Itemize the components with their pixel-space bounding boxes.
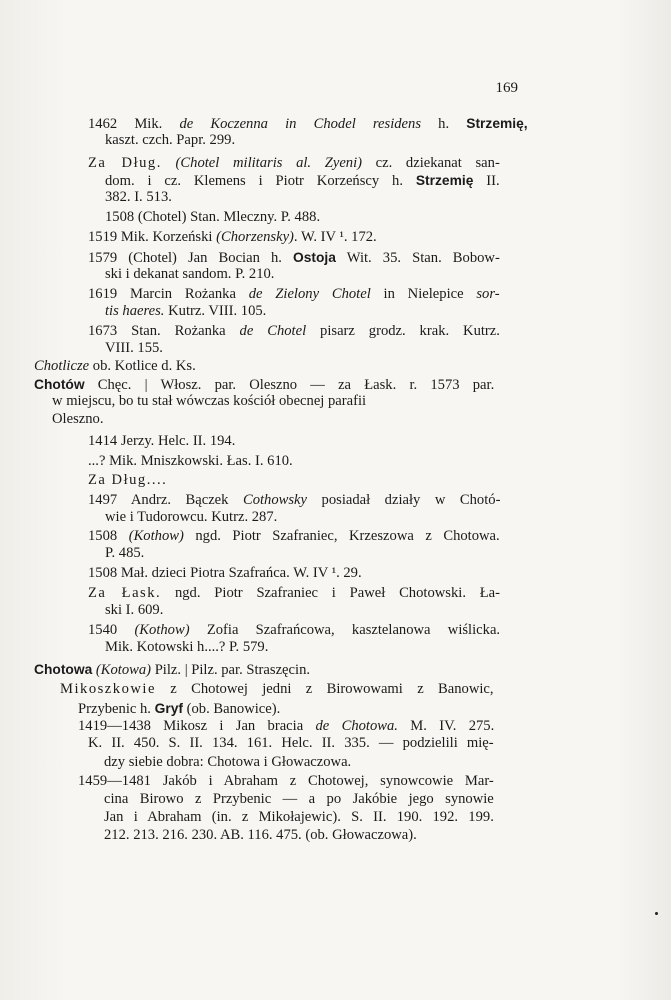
text-run: Chęc. | Włosz. par. Oleszno — za Łask. r. 1573 par.	[84, 377, 495, 393]
text-line	[105, 132, 235, 149]
text-line	[34, 661, 310, 679]
text-run: (ob. Banowice).	[182, 701, 281, 717]
text-run: 1462 Mik.	[88, 116, 180, 132]
text-line	[88, 565, 362, 582]
scan-speck	[655, 912, 658, 915]
text-line	[78, 773, 494, 790]
text-run: Jan i Abraham (in. z Mikołajewic). S. II. 190. 192. 199.	[104, 809, 494, 825]
text-run: . W. IV ¹. 172.	[293, 229, 377, 245]
text-line	[88, 155, 500, 172]
text-line	[105, 209, 320, 226]
text-run: 1497 Andrz. Bączek	[88, 492, 243, 508]
text-run: in Nielepice	[370, 286, 477, 302]
text-run: 1414 Jerzy. Helc. II. 194.	[88, 433, 236, 449]
text-line	[88, 735, 494, 752]
text-run: P. 485.	[105, 545, 145, 561]
text-line	[105, 303, 266, 320]
text-run: ngd. Piotr Szafraniec i Paweł Chotowski. Ła-	[161, 585, 501, 601]
text-run: 212. 213. 216. 230. AB. 116. 475. (ob. Głowaczowa).	[104, 827, 417, 843]
text-line	[105, 266, 274, 283]
text-run: 1508	[88, 528, 129, 544]
text-line	[34, 358, 196, 375]
text-run: Mik. Kotowski h....? P. 579.	[105, 639, 269, 655]
text-run: 1459—1481 Jakób i Abraham z Chotowej, synowcowie Mar-	[78, 773, 494, 789]
text-run: ski I. 609.	[105, 602, 164, 618]
italic-text: (Chorzensky)	[216, 229, 294, 245]
text-run: dom. i cz. Klemens i Piotr Korzeńscy h.	[105, 173, 416, 189]
italic-text: (Kothow)	[134, 622, 190, 638]
text-run	[162, 155, 176, 171]
text-run: 1540	[88, 622, 135, 638]
text-run: VIII. 155.	[105, 340, 163, 356]
text-line	[88, 492, 500, 509]
text-run: Oleszno.	[52, 411, 104, 427]
text-line	[88, 286, 500, 303]
text-run: Pilz. | Pilz. par. Straszęcin.	[151, 662, 311, 678]
italic-text: sor-	[476, 286, 500, 302]
text-line	[52, 411, 103, 428]
text-line	[105, 602, 163, 619]
spaced-text: Za Dług....	[88, 472, 168, 488]
text-line	[88, 115, 528, 133]
spaced-text: Za Łask.	[88, 585, 162, 601]
spaced-text: Mikoszkowie	[60, 681, 156, 697]
text-run: dzy siebie dobra: Chotowa i Głowaczowa.	[104, 754, 352, 770]
text-run: ...? Mik. Mniszkowski. Łas. I. 610.	[88, 453, 293, 469]
text-line	[88, 528, 500, 545]
text-line	[105, 639, 268, 656]
text-line	[88, 433, 235, 450]
text-line	[88, 622, 500, 639]
text-run: Wit. 35. Stan. Bobow-	[335, 250, 500, 266]
text-line	[88, 472, 167, 489]
text-run: ob. Kotlice d. Ks.	[89, 358, 196, 374]
text-run: 1619 Marcin Rożanka	[88, 286, 249, 302]
text-run: Zofia Szafrańcowa, kasztelanowa wiślicka.	[189, 622, 501, 638]
page-number: 169	[495, 80, 518, 96]
text-run: 1519 Mik. Korzeński	[88, 229, 217, 245]
text-run: h.	[421, 116, 467, 132]
italic-text: de Chotowa.	[315, 718, 398, 734]
text-line	[104, 791, 494, 808]
text-line	[34, 376, 494, 394]
bold-heading: Gryf	[154, 701, 183, 716]
text-line	[78, 718, 494, 735]
text-run: K. II. 450. S. II. 134. 161. Helc. II. 335. — podzielili mię-	[88, 735, 494, 751]
text-run: 1508 Mał. dzieci Piotra Szafrańca. W. IV ¹. 29.	[88, 565, 362, 581]
text-run: posiadał działy w Chotó-	[307, 492, 501, 508]
text-run: kaszt. czch. Papr. 299.	[105, 132, 236, 148]
text-run: 1508 (Chotel) Stan. Mleczny. P. 488.	[105, 209, 321, 225]
text-run: z Chotowej jedni z Birowowami z Banowic,	[155, 681, 494, 697]
text-run: wie i Tudorowcu. Kutrz. 287.	[105, 509, 278, 525]
text-run: cina Birowo z Przybenic — a po Jakóbie jego synowie	[104, 791, 494, 807]
text-line	[104, 809, 494, 826]
bold-heading: Chotowa	[34, 662, 93, 677]
spaced-text: Za Dług.	[88, 155, 162, 171]
bold-heading: Strzemię	[415, 173, 474, 188]
bold-heading: Chotów	[34, 377, 85, 392]
text-line	[88, 585, 500, 602]
italic-text: Cothowsky	[242, 492, 308, 508]
text-run: ngd. Piotr Szafraniec, Krzeszowa z Chotowa.	[183, 528, 500, 544]
text-run: 1673 Stan. Rożanka	[88, 323, 240, 339]
text-run: 1579 (Chotel) Jan Bocian h.	[88, 250, 293, 266]
text-run: 1419—1438 Mikosz i Jan bracia	[78, 718, 316, 734]
italic-text: (Kothow)	[128, 528, 184, 544]
text-line	[105, 545, 144, 562]
italic-text: (Chotel militaris al. Zyeni)	[175, 155, 363, 171]
text-line	[88, 323, 500, 340]
text-line	[104, 827, 417, 844]
text-line	[60, 681, 494, 698]
text-line	[105, 340, 163, 357]
text-line	[88, 453, 293, 470]
text-line	[105, 509, 277, 526]
text-run: w miejscu, bo tu stał wówczas kościół obecnej parafii	[52, 393, 367, 409]
text-run: pisarz grodz. krak. Kutrz.	[306, 323, 500, 339]
text-run: 382. I. 513.	[105, 189, 172, 205]
text-line	[88, 249, 500, 267]
text-line	[104, 754, 351, 771]
text-run: Przybenic h.	[78, 701, 155, 717]
text-line	[105, 172, 500, 190]
italic-text: tis haeres.	[105, 303, 165, 319]
text-run: Kutrz. VIII. 105.	[164, 303, 267, 319]
text-line	[88, 229, 377, 246]
text-run: cz. dziekanat san-	[362, 155, 500, 171]
italic-text: Chotlicze	[34, 358, 90, 374]
italic-text: de Koczenna in Chodel residens	[179, 116, 421, 132]
bold-heading: Strzemię,	[466, 116, 528, 131]
text-line	[78, 700, 280, 718]
bold-heading: Ostoja	[293, 250, 336, 265]
italic-text: de Chotel	[239, 323, 307, 339]
text-run: ski i dekanat sandom. P. 210.	[105, 266, 275, 282]
text-line	[52, 393, 366, 410]
text-line	[105, 189, 172, 206]
italic-text: de Zielony Chotel	[248, 286, 371, 302]
text-run: II.	[473, 173, 500, 189]
text-run: M. IV. 275.	[397, 718, 495, 734]
italic-text: (Kotowa)	[95, 662, 152, 678]
